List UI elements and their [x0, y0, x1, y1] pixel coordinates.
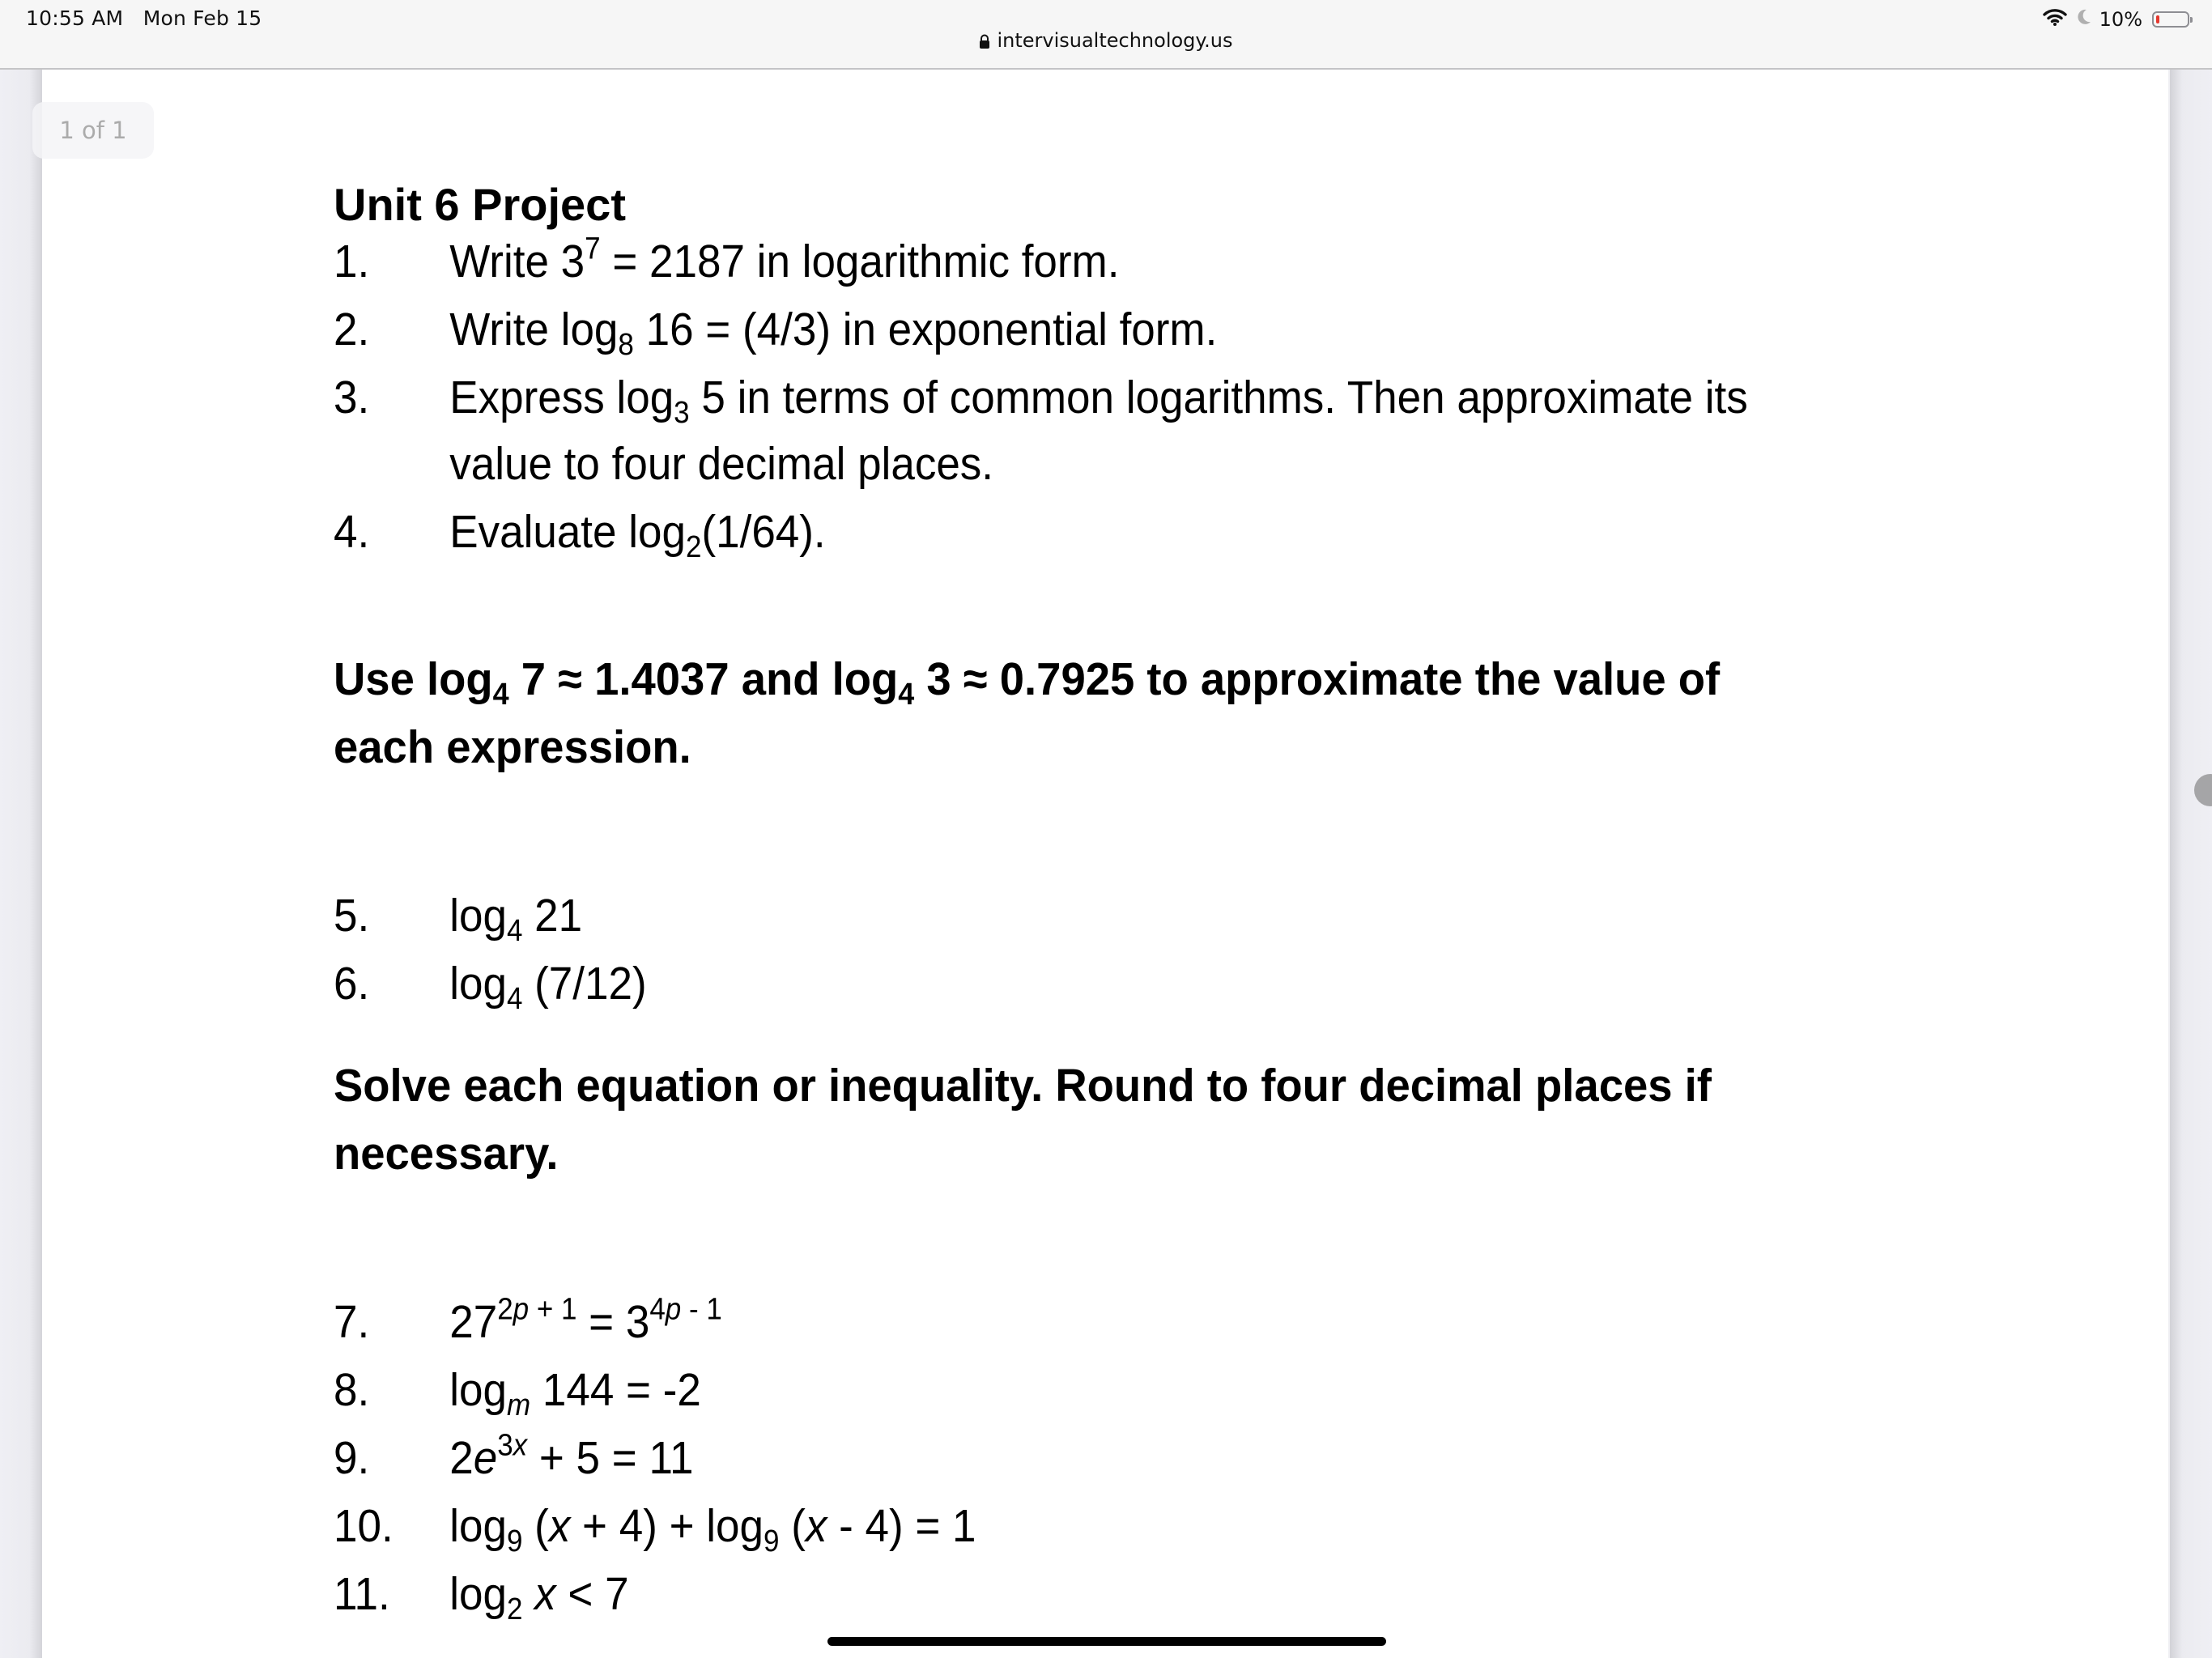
battery-icon — [2152, 11, 2189, 28]
item-text: Write $\log_8 16 = (4/3)$ in exponential form. — [449, 304, 1218, 362]
item-number: 6. — [334, 958, 370, 1010]
item-text: Write $3^7 = 2187$ in logarithmic form. — [449, 231, 1120, 287]
status-time: 10:55 AM — [26, 6, 124, 30]
status-date: Mon Feb 15 — [143, 6, 262, 30]
item-number: 5. — [334, 890, 370, 942]
item-text: $2e^{3x} + 5 = 11$ — [449, 1427, 694, 1484]
url-text[interactable]: intervisualtechnology.us — [997, 29, 1233, 52]
item-text: Evaluate $\log_2(1/64)$. — [449, 506, 826, 564]
item-text: $\log_m 144 = -2$ — [449, 1364, 701, 1422]
status-indicators — [2043, 6, 2189, 32]
wifi-icon — [2043, 8, 2067, 31]
item-number: 8. — [334, 1364, 370, 1416]
status-time-date — [26, 6, 262, 30]
item-number: 9. — [334, 1432, 370, 1484]
section-heading: Solve each equation or inequality. Round to four decimal places if — [334, 1060, 1712, 1112]
item-text: $\log_9 (x + 4) + \log_9 (x - 4) = 1$ — [449, 1500, 976, 1558]
section-heading: Use $\log_4 7 \approx 1.4037$ and $\log_4 3 \approx 0.7925$ to approximate the value of — [334, 653, 1721, 712]
item-text: value to four decimal places. — [449, 438, 994, 490]
item-number: 4. — [334, 506, 370, 558]
lock-icon — [979, 31, 990, 53]
page-indicator: 1 of 1 — [32, 102, 154, 159]
section-heading-continuation: each expression. — [334, 721, 691, 773]
item-number: 7. — [334, 1296, 370, 1348]
moon-icon — [2075, 8, 2091, 31]
url-bar[interactable] — [0, 29, 2212, 53]
item-text: $27^{2p + 1} = 3^{4p - 1}$ — [449, 1291, 722, 1348]
item-number: 2. — [334, 304, 370, 355]
item-number: 3. — [334, 372, 370, 423]
battery-level-fill — [2156, 15, 2159, 23]
status-bar — [0, 0, 2212, 70]
item-text: Express $\log_3 5$ in terms of common logarithms. Then approximate its — [449, 372, 1748, 430]
home-indicator[interactable] — [827, 1637, 1386, 1646]
item-number: 10. — [334, 1500, 393, 1552]
section-heading-continuation: necessary. — [334, 1128, 559, 1180]
item-number: 11. — [334, 1568, 390, 1620]
battery-percent: 10% — [2099, 8, 2142, 31]
document-page — [42, 70, 2168, 1658]
item-number: 1. — [334, 236, 370, 287]
item-text: $\log_4 (7/12)$ — [449, 958, 647, 1016]
item-text: $\log_4 21$ — [449, 890, 583, 948]
left-gutter — [0, 70, 42, 1658]
page-title: Unit 6 Project — [334, 179, 626, 230]
right-gutter — [2170, 70, 2212, 1658]
item-text: $\log_2 x < 7$ — [449, 1568, 629, 1626]
